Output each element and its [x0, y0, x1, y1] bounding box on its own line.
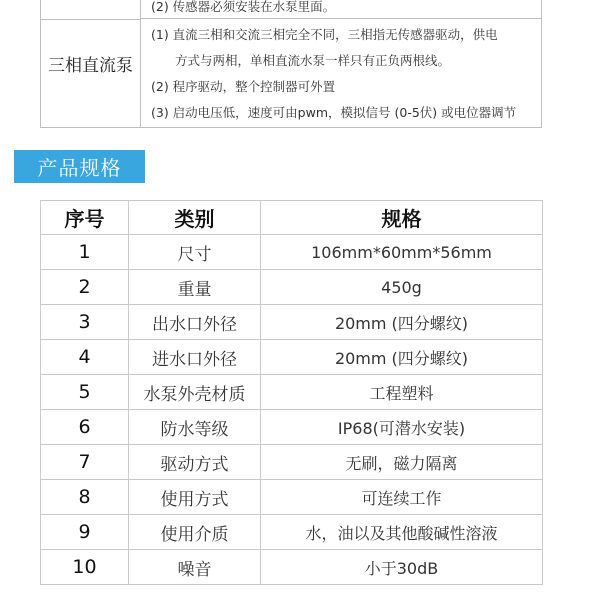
table-row [41, 515, 543, 550]
spec-table [40, 200, 543, 585]
pump-type-label [41, 0, 141, 127]
table-row [41, 375, 543, 410]
note-line-3: (2) 程序驱动，整个控制器可外置 [151, 79, 336, 94]
row-no: 2 [41, 270, 129, 305]
row-category: 进水口外径 [129, 340, 261, 375]
row-spec: 工程塑料 [261, 375, 543, 410]
header-no: 序号 [41, 201, 129, 235]
table-row [41, 410, 543, 445]
row-no: 9 [41, 515, 129, 550]
row-spec: 450g [261, 270, 543, 305]
pump-type-table [40, 0, 542, 128]
row-category: 水泵外壳材质 [129, 375, 261, 410]
note-line-4: (3) 启动电压低，速度可由pwm，模拟信号 (0-5伏) 或电位器调节 [151, 105, 517, 120]
table-row [41, 480, 543, 515]
note-line-2: 方式与两相，单相直流水泵一样只有正负两根线。 [175, 53, 451, 68]
row-category: 重量 [129, 270, 261, 305]
pump-type-description [141, 0, 541, 127]
row-no: 7 [41, 445, 129, 480]
cut-note: (2) 传感器必须安装在水泵里面。 [151, 0, 336, 14]
row-category: 防水等级 [129, 410, 261, 445]
row-category: 出水口外径 [129, 305, 261, 340]
row-no: 1 [41, 235, 129, 270]
row-spec: 小于30dB [261, 550, 543, 585]
row-category: 使用介质 [129, 515, 261, 550]
row-spec: 20mm (四分螺纹) [261, 340, 543, 375]
table-row [41, 235, 543, 270]
row-spec: 水，油以及其他酸碱性溶液 [261, 515, 543, 550]
row-no: 10 [41, 550, 129, 585]
row-no: 3 [41, 305, 129, 340]
table-row [41, 340, 543, 375]
row-category: 尺寸 [129, 235, 261, 270]
table-row [41, 305, 543, 340]
row-spec: IP68(可潜水安装) [261, 410, 543, 445]
row-no: 5 [41, 375, 129, 410]
header-category: 类别 [129, 201, 261, 235]
section-heading-text: 产品规格 [37, 156, 122, 180]
row-no: 8 [41, 480, 129, 515]
row-category: 噪音 [129, 550, 261, 585]
table-row [41, 550, 543, 585]
spec-table-header [41, 201, 543, 235]
row-no: 4 [41, 340, 129, 375]
row-category: 驱动方式 [129, 445, 261, 480]
table-row [41, 270, 543, 305]
table-row [41, 445, 543, 480]
row-spec: 20mm (四分螺纹) [261, 305, 543, 340]
row-spec: 可连续工作 [261, 480, 543, 515]
row-spec: 无刷，磁力隔离 [261, 445, 543, 480]
header-spec: 规格 [261, 201, 543, 235]
row-spec: 106mm*60mm*56mm [261, 235, 543, 270]
note-line-1: (1) 直流三相和交流三相完全不同，三相指无传感器驱动，供电 [151, 27, 498, 42]
section-heading-specs [14, 150, 145, 183]
row-category: 使用方式 [129, 480, 261, 515]
row-no: 6 [41, 410, 129, 445]
pump-type-label-text: 三相直流泵 [48, 55, 133, 76]
